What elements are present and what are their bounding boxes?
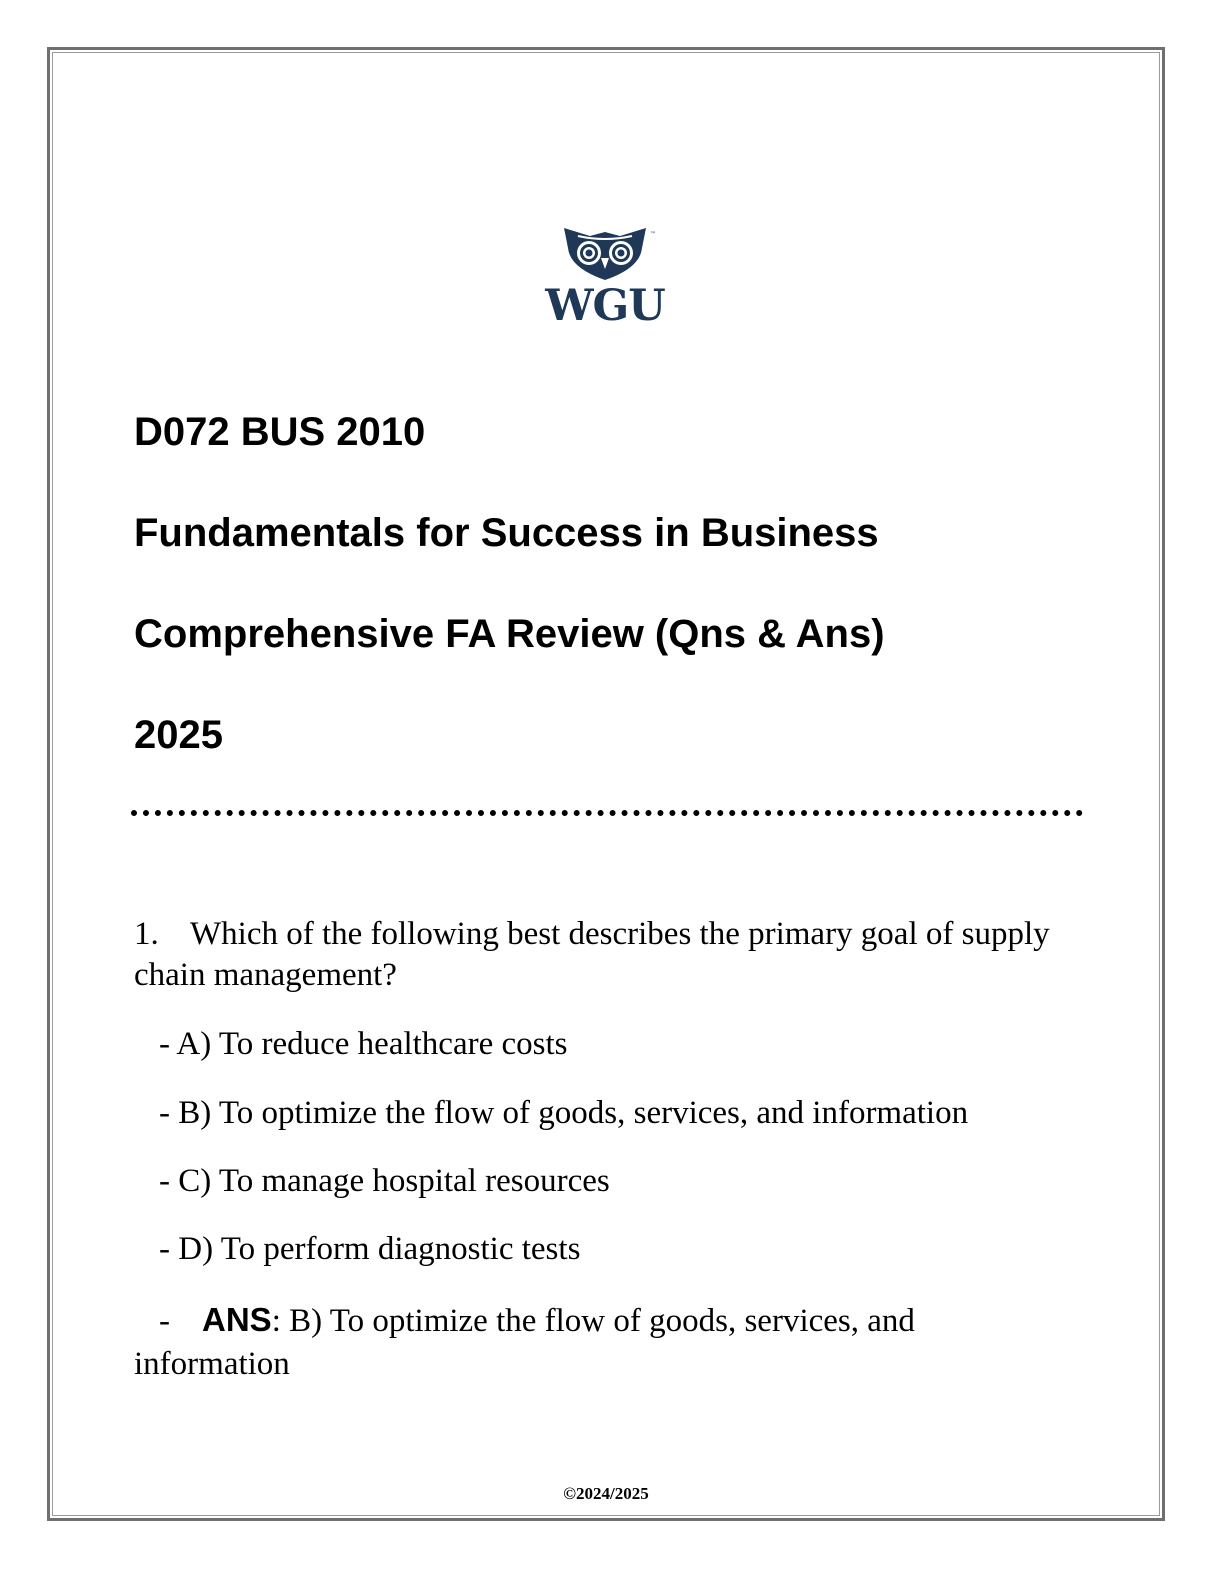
document-year: 2025: [134, 713, 223, 757]
course-code: D072 BUS 2010: [134, 410, 426, 454]
wgu-logo: [540, 222, 670, 334]
logo-text: WGU: [545, 281, 665, 331]
svg-text:™: ™: [650, 231, 656, 238]
answer-label: ANS: [202, 1301, 272, 1338]
option-b: - B) To optimize the flow of goods, services, and information: [159, 1095, 969, 1131]
question-text: Which of the following best describes the primary goal of supply chain management?: [134, 916, 1050, 993]
owl-icon: [540, 222, 670, 282]
answer-text: : B) To optimize the flow of goods, services, and information: [134, 1303, 915, 1382]
option-d: - D) To perform diagnostic tests: [159, 1231, 581, 1267]
option-a: - A) To reduce healthcare costs: [159, 1026, 568, 1062]
question-1: [134, 914, 1064, 996]
document-subtitle: Comprehensive FA Review (Qns & Ans): [134, 612, 885, 656]
answer-dash: -: [159, 1303, 170, 1339]
course-name: Fundamentals for Success in Business: [134, 511, 879, 555]
footer-copyright: ©2024/2025: [563, 1484, 649, 1503]
option-c: - C) To manage hospital resources: [159, 1163, 610, 1199]
dotted-divider: [131, 810, 1083, 816]
question-number: 1.: [134, 916, 159, 952]
answer: [134, 1298, 1064, 1386]
